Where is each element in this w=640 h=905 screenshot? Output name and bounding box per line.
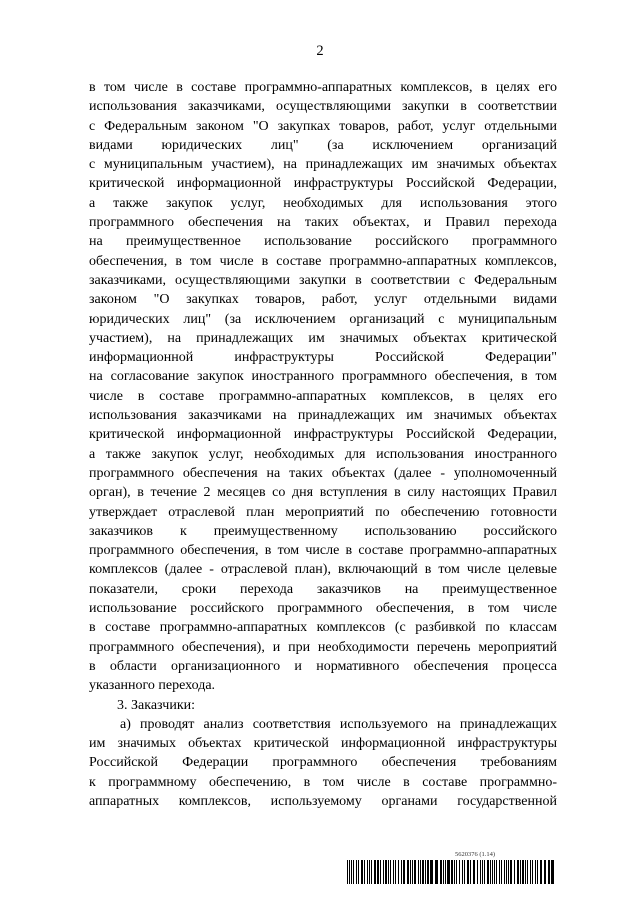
barcode-bar <box>473 860 475 884</box>
barcode-bar <box>418 860 419 884</box>
text-line: в составе программно-аппаратных комплексов (с разбивкой по классам <box>89 620 557 636</box>
document-code: 5620376 (1.14) <box>455 851 496 858</box>
text-line: обеспечения, в том числе в составе программно-аппаратных комплексов, <box>89 253 557 269</box>
text-line: законом "О закупках товаров, работ, услуг отдельными видами <box>89 292 557 308</box>
text-line: указанного перехода. <box>89 678 216 694</box>
barcode-bar <box>422 860 424 884</box>
barcode-bar <box>470 860 471 884</box>
text-line: а также закупок услуг, необходимых для использования иностранного <box>89 446 557 462</box>
barcode-bar <box>510 860 512 884</box>
barcode-icon <box>347 860 557 884</box>
barcode-bar <box>347 860 348 884</box>
text-line: утверждает отраслевой план мероприятий по обеспечению готовности <box>89 504 557 520</box>
text-line: им значимых объектах критической информационной инфраструктуры <box>89 736 557 752</box>
text-line: заказчиками, осуществляющими закупки в соответствии с Федеральным <box>89 272 557 288</box>
text-line: а) проводят анализ соответствия используемого на принадлежащих <box>120 716 557 732</box>
text-line: критической информационной инфраструктуры Российской Федерации, <box>89 176 557 192</box>
barcode-bar <box>535 860 536 884</box>
text-line: использование российского программного обеспечения, в том числе <box>89 601 557 617</box>
barcode-bar <box>447 860 450 884</box>
barcode-bar <box>527 860 528 884</box>
barcode-bar <box>454 860 455 884</box>
barcode-bar <box>551 860 554 884</box>
text-line: участием), на принадлежащих им значимых объектах критической <box>89 330 557 346</box>
text-line: с Федеральным законом "О закупках товаров, работ, услуг отдельными <box>89 118 557 134</box>
barcode-bar <box>496 860 497 884</box>
text-line: критической информационной инфраструктуры Российской Федерации, <box>89 427 557 443</box>
text-line: а также закупок услуг, необходимых для использования этого <box>89 195 557 211</box>
barcode-bar <box>383 860 384 884</box>
barcode-bar <box>544 860 546 884</box>
barcode-bar <box>435 860 438 884</box>
barcode-bar <box>520 860 521 884</box>
barcode-bar <box>480 860 481 884</box>
text-line: заказчиков к преимущественному использованию российского <box>89 523 557 539</box>
barcode-bar <box>427 860 429 884</box>
barcode-bar <box>514 860 515 884</box>
text-line: программного обеспечения, в том числе в составе программно-аппаратных <box>89 543 557 559</box>
barcode-bar <box>484 860 485 884</box>
barcode-bar <box>430 860 433 884</box>
text-line: орган), в течение 2 месяцев со дня вступления в силу настоящих Правил <box>89 485 557 501</box>
text-line: на согласование закупок иностранного программного обеспечения, в том <box>89 369 557 385</box>
barcode-bar <box>374 860 376 884</box>
barcode-bar <box>525 860 526 884</box>
barcode-bar <box>517 860 519 884</box>
barcode-bar <box>414 860 416 884</box>
barcode-bar <box>540 860 542 884</box>
barcode-bar <box>490 860 491 884</box>
text-line: использования заказчиками, осуществляющими закупки в соответствии <box>89 99 557 115</box>
barcode-bar <box>407 860 409 884</box>
barcode-bar <box>532 860 533 884</box>
text-line: программного обеспечения на таких объектах, и Правил перехода <box>89 215 557 231</box>
barcode-bar <box>492 860 493 884</box>
text-line: комплексов (далее - отраслевой план), включающий в том числе целевые <box>89 562 557 578</box>
barcode-bar <box>482 860 483 884</box>
text-line: на преимущественное использование российского программного <box>89 234 557 250</box>
barcode-bar <box>443 860 444 884</box>
barcode-bar <box>358 860 359 884</box>
barcode-bar <box>487 860 489 884</box>
text-line: видами юридических лиц" (за исключением организаций <box>89 137 557 153</box>
barcode-bar <box>410 860 411 884</box>
barcode-bar <box>456 860 457 884</box>
text-line: с муниципальным участием), на принадлежащих им значимых объектах <box>89 157 557 173</box>
text-line: использования заказчиками на принадлежащих им значимых объектах <box>89 408 557 424</box>
barcode-bar <box>420 860 421 884</box>
barcode-bar <box>548 860 550 884</box>
barcode-bar <box>451 860 453 884</box>
barcode-bar <box>530 860 531 884</box>
barcode-bar <box>377 860 379 884</box>
barcode-bar <box>504 860 505 884</box>
page-number: 2 <box>316 43 324 59</box>
text-line: программного обеспечения), и при необходимости перечень мероприятий <box>89 639 557 655</box>
barcode-bar <box>537 860 538 884</box>
text-line: аппаратных комплексов, используемому органами государственной <box>89 793 557 809</box>
barcode-bar <box>351 860 352 884</box>
text-line: показатели, сроки перехода заказчиков на преимущественное <box>89 581 557 597</box>
barcode-bar <box>459 860 460 884</box>
barcode-bar <box>467 860 469 884</box>
text-line: к программному обеспечению, в том числе в составе программно- <box>89 774 557 790</box>
barcode-bar <box>367 860 368 884</box>
document-body <box>89 78 557 811</box>
text-line: информационной инфраструктуры Российской Федерации" <box>89 350 557 366</box>
barcode-bar <box>508 860 509 884</box>
barcode-bar <box>353 860 354 884</box>
barcode-bar <box>401 860 402 884</box>
barcode-bar <box>425 860 426 884</box>
barcode-bar <box>522 860 524 884</box>
barcode-bar <box>380 860 381 884</box>
text-line: Российской Федерации программного обеспечения требованиям <box>89 755 557 771</box>
barcode-bar <box>390 860 391 884</box>
section-heading: 3. Заказчики: <box>117 697 195 713</box>
barcode-bar <box>506 860 507 884</box>
barcode-bar <box>361 860 363 884</box>
barcode-bar <box>412 860 413 884</box>
text-line: юридических лиц" (за исключением организаций с муниципальным <box>89 311 557 327</box>
barcode-bar <box>395 860 396 884</box>
text-line: числе в составе программно-аппаратных комплексов, в целях его <box>89 388 557 404</box>
text-line: в том числе в составе программно-аппаратных комплексов, в целях его <box>89 80 557 95</box>
barcode-bar <box>369 860 370 884</box>
text-line: программного обеспечения на таких объектах (далее - уполномоченный <box>89 465 557 481</box>
barcode-bar <box>393 860 394 884</box>
barcode-bar <box>403 860 405 884</box>
barcode-bar <box>388 860 389 884</box>
barcode-bar <box>494 860 495 884</box>
barcode-bar <box>356 860 357 884</box>
barcode-bar <box>499 860 500 884</box>
barcode-bar <box>462 860 463 884</box>
barcode-bar <box>371 860 372 884</box>
barcode-bar <box>464 860 465 884</box>
barcode-bar <box>440 860 442 884</box>
barcode-bar <box>398 860 399 884</box>
barcode-bar <box>364 860 365 884</box>
barcode-bar <box>385 860 387 884</box>
text-line: в области организационного и нормативного обеспечения процесса <box>89 658 557 674</box>
barcode-bar <box>501 860 502 884</box>
barcode-bar <box>445 860 446 884</box>
barcode-bar <box>477 860 478 884</box>
barcode-bar <box>349 860 350 884</box>
